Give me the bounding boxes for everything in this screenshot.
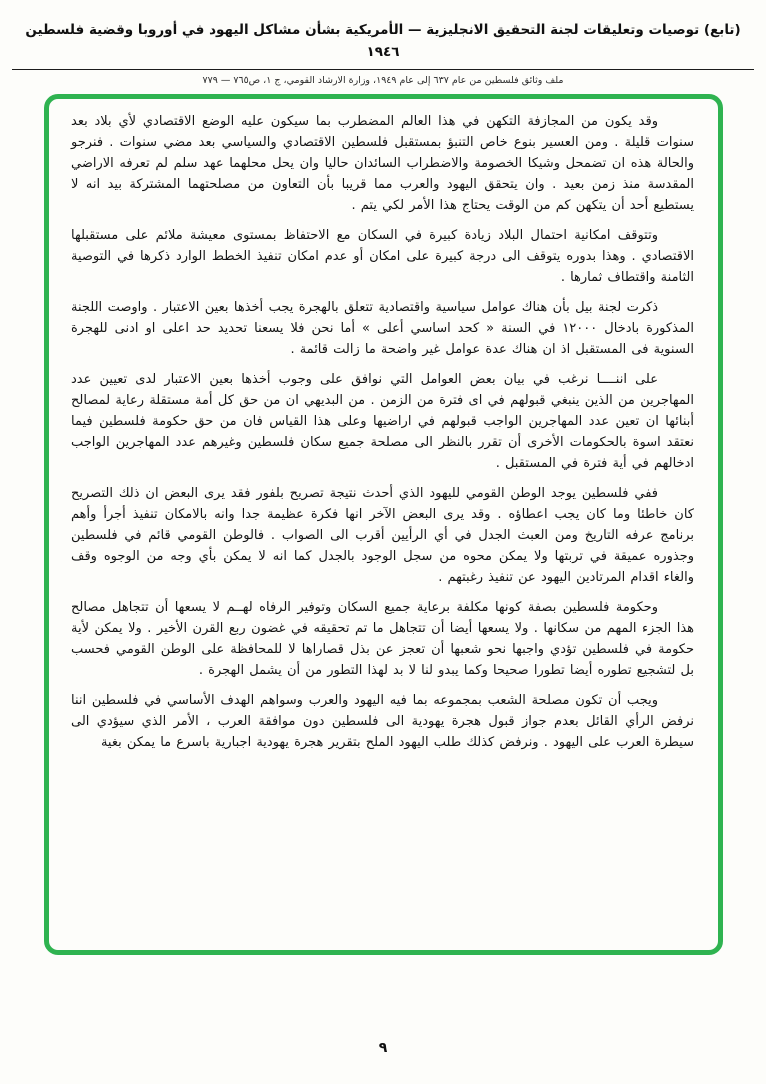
document-body <box>71 111 694 942</box>
paragraph: وقد يكون من المجازفة التكهن في هذا العالم المضطرب بما سيكون عليه الوضع الاقتصادي لأي بلاد بعد سنوات قليلة . ومن العسير بنوع خاص التنبؤ بمستقبل فلسطين الاقتصادي والسياسي بعد مضي سنوات . فنرجو والحالة هذه ان تضمحل وشيكا الخصومة والاضطراب السائدان حاليا وان يحل محلهما عهد سلم لم تعرفه الاراضي المقدسة منذ زمن بعيد . وان يتحقق اليهود والعرب مما قريبا بأن التعاون من مصلحتهما المشتركة بيد انه لا يستطيع أحد أن يتكهن كم من الوقت يحتاج هذا الأمر لكي يتم . <box>71 114 694 213</box>
paragraph: ذكرت لجنة بيل بأن هناك عوامل سياسية واقتصادية تتعلق بالهجرة يجب أخذها بعين الاعتبار . واوصت اللجنة المذكورة بادخال ١٢٠٠٠ في السنة « كحد اساسي أعلى » أما نحن فلا يسعنا تحديد حد اعلى او ادنى للهجرة السنوية فى المستقبل اذ ان هناك عدة عوامل غير واضحة ما زالت قائمة . <box>71 300 694 357</box>
source-citation: ملف وثائق فلسطين من عام ٦٣٧ إلى عام ١٩٤٩، وزارة الارشاد القومي، ج ١، ص٧٦٥ — ٧٧٩ <box>202 75 564 87</box>
header-divider <box>12 69 754 70</box>
paragraph: على اننــــا نرغب في بيان بعض العوامل التي نوافق على وجوب أخذها بعين الاعتبار لدى تعيين عدد المهاجرين من الذين ينبغي قبولهم في اى فترة من الزمن . من البديهي ان من حق كل أمة مستقلة رعاية لمصالح أبنائها ان تعين عدد المهاجرين الواجب قبولهم في اراضيها وعلى هذا القياس فان من حق حكومة فلسطين فيما نعتقد اسوة بالحكومات الأخرى أن تقرر بالنظر الى مصلحة جميع سكان فلسطين وغيرهم عدد المهاجرين الواجب ادخالهم في أية فترة في المستقبل . <box>71 372 694 471</box>
paragraph: ففي فلسطين يوجد الوطن القومي لليهود الذي أحدث نتيجة تصريح بلفور فقد يرى البعض ان ذلك التصريح كان خاطئا وما كان يجب اعطاؤه . وقد يرى البعض الآخر انها فكرة عظيمة جدا وانه بالامكان تنفيذ أجرأ وأهم برنامج عرفه التاريخ ومن العبث الجدل في أي الرأيين أقرب الى الصواب . فالوطن القومي قائم في فلسطين وجذوره عميقة في تربتها ولا يمكن محوه من سجل الوجود بالجدل كما انه لا يمكن بأي وجه من الوجوه وقف والغاء اقدام المرتادين اليهود عن تنفيذ رغبتهم . <box>71 486 694 585</box>
content-frame <box>44 94 723 955</box>
page-number: ٩ <box>378 1040 388 1056</box>
paragraph: وحكومة فلسطين بصفة كونها مكلفة برعاية جميع السكان وتوفير الرفاه لهــم لا يسعها أن تتجاهل مصالح هذا الجزء المهم من سكانها . ولا يسعها أيضا أن تتجاهل ما تم تحقيقه في غضون ربع القرن الأخير . ولا يمكن لأية حكومة في فلسطين تؤدي واجبها نحو شعبها أن تعجز عن بذل قصاراها لا للمحافظة على الوطن القومي فحسب بل لتشجيع تطوره أيضا تطورا صحيحا وكما يبدو لنا لا بد لهذا التطور من أن يشمل الهجرة . <box>71 600 694 678</box>
paragraph: ويجب أن تكون مصلحة الشعب بمجموعه بما فيه اليهود والعرب وسواهم الهدف الأساسي في فلسطين اننا نرفض الرأي القائل بعدم جواز قبول هجرة يهودية الى فلسطين دون موافقة العرب ، الأمر الذي سيؤدي الى سيطرة العرب على اليهود . ونرفض كذلك طلب اليهود الملح بتقرير هجرة يهودية اجبارية باسرع ما يمكن بغية <box>71 693 694 750</box>
document-header <box>10 20 756 86</box>
document-title: (تابع) توصيات وتعليقات لجنة التحقيق الانجليزية — الأمريكية بشأن مشاكل اليهود في أوروبا وقضية فلسطين ١٩٤٦ <box>25 22 741 60</box>
paragraph: وتتوقف امكانية احتمال البلاد زيادة كبيرة في السكان مع الاحتفاظ بمستوى معيشة ملائم على مستقبلها الاقتصادي . وهذا بدوره يتوقف الى درجة كبيرة على امكان أو عدم امكان تنفيذ الخطط الوارد ذكرها في التوصية الثامنة واقتطاف ثمارها . <box>71 228 694 285</box>
